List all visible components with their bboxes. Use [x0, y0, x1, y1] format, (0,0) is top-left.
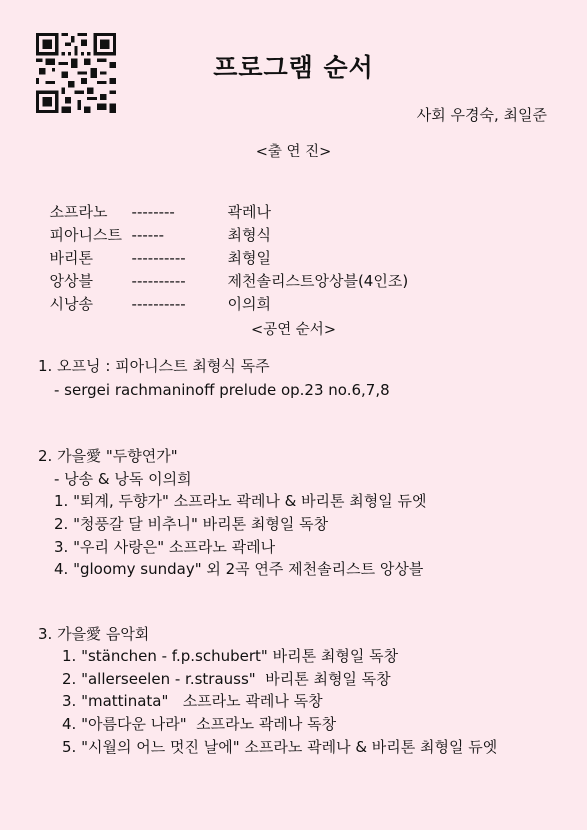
performer-row [40, 182, 272, 221]
performer-row [40, 251, 409, 290]
performer-dashes: ---------- [131, 249, 186, 267]
performer-dashes: ---------- [131, 295, 186, 313]
performers-heading: <출 연 진> [255, 144, 332, 160]
section-2-item: 2. "청풍갈 달 비추니" 바리톤 최형일 독창 [54, 515, 329, 533]
section-2-item: 4. "gloomy sunday" 외 2곡 연주 제천솔리스트 앙상블 [54, 560, 424, 578]
section-3-item: 2. "allerseelen - r.strauss" 바리톤 최형일 독창 [62, 670, 391, 688]
section-3-title: 3. 가을愛 음악회 [38, 625, 150, 643]
performer-name: 최형일 [227, 249, 272, 267]
program-heading: <공연 순서> [251, 322, 336, 338]
performer-role: 시낭송 [49, 295, 94, 313]
performer-role: 소프라노 [49, 203, 108, 221]
section-2-item: 1. "퇴계, 두향가" 소프라노 곽레나 & 바리톤 최형일 듀엣 [54, 492, 427, 510]
performer-name: 곽레나 [227, 203, 272, 221]
section-1-detail: - sergei rachmaninoff prelude op.23 no.6,7,8 [54, 381, 390, 399]
performer-name: 제천솔리스트앙상블(4인조) [227, 272, 409, 290]
section-3-item: 4. "아름다운 나라" 소프라노 곽레나 독창 [62, 715, 337, 733]
performer-role: 앙상블 [49, 272, 94, 290]
page-title: 프로그램 순서 [213, 53, 374, 82]
performer-name: 이의희 [227, 295, 272, 313]
section-2-sub: - 낭송 & 낭독 이의희 [54, 470, 192, 488]
performer-dashes: ---------- [131, 272, 186, 290]
performer-dashes: -------- [131, 203, 175, 221]
host-line: 사회 우경숙, 최일준 [416, 106, 547, 124]
section-3-item: 3. "mattinata" 소프라노 곽레나 독창 [62, 692, 323, 710]
performer-dashes: ------ [131, 226, 165, 244]
performer-role: 피아니스트 [49, 226, 122, 244]
performer-row [40, 274, 272, 313]
performer-role: 바리톤 [49, 249, 94, 267]
performer-row [40, 205, 272, 244]
section-2-item: 3. "우리 사랑은" 소프라노 곽레나 [54, 538, 276, 556]
performer-row [40, 228, 272, 267]
section-3-item: 1. "stänchen - f.p.schubert" 바리톤 최형일 독창 [62, 647, 399, 665]
section-1-title: 1. 오프닝 : 피아니스트 최형식 독주 [38, 357, 270, 375]
performer-name: 최형식 [227, 226, 272, 244]
section-2-title: 2. 가을愛 "두향연가" [38, 447, 178, 465]
section-3-item: 5. "시월의 어느 멋진 날에" 소프라노 곽레나 & 바리톤 최형일 듀엣 [62, 738, 498, 756]
